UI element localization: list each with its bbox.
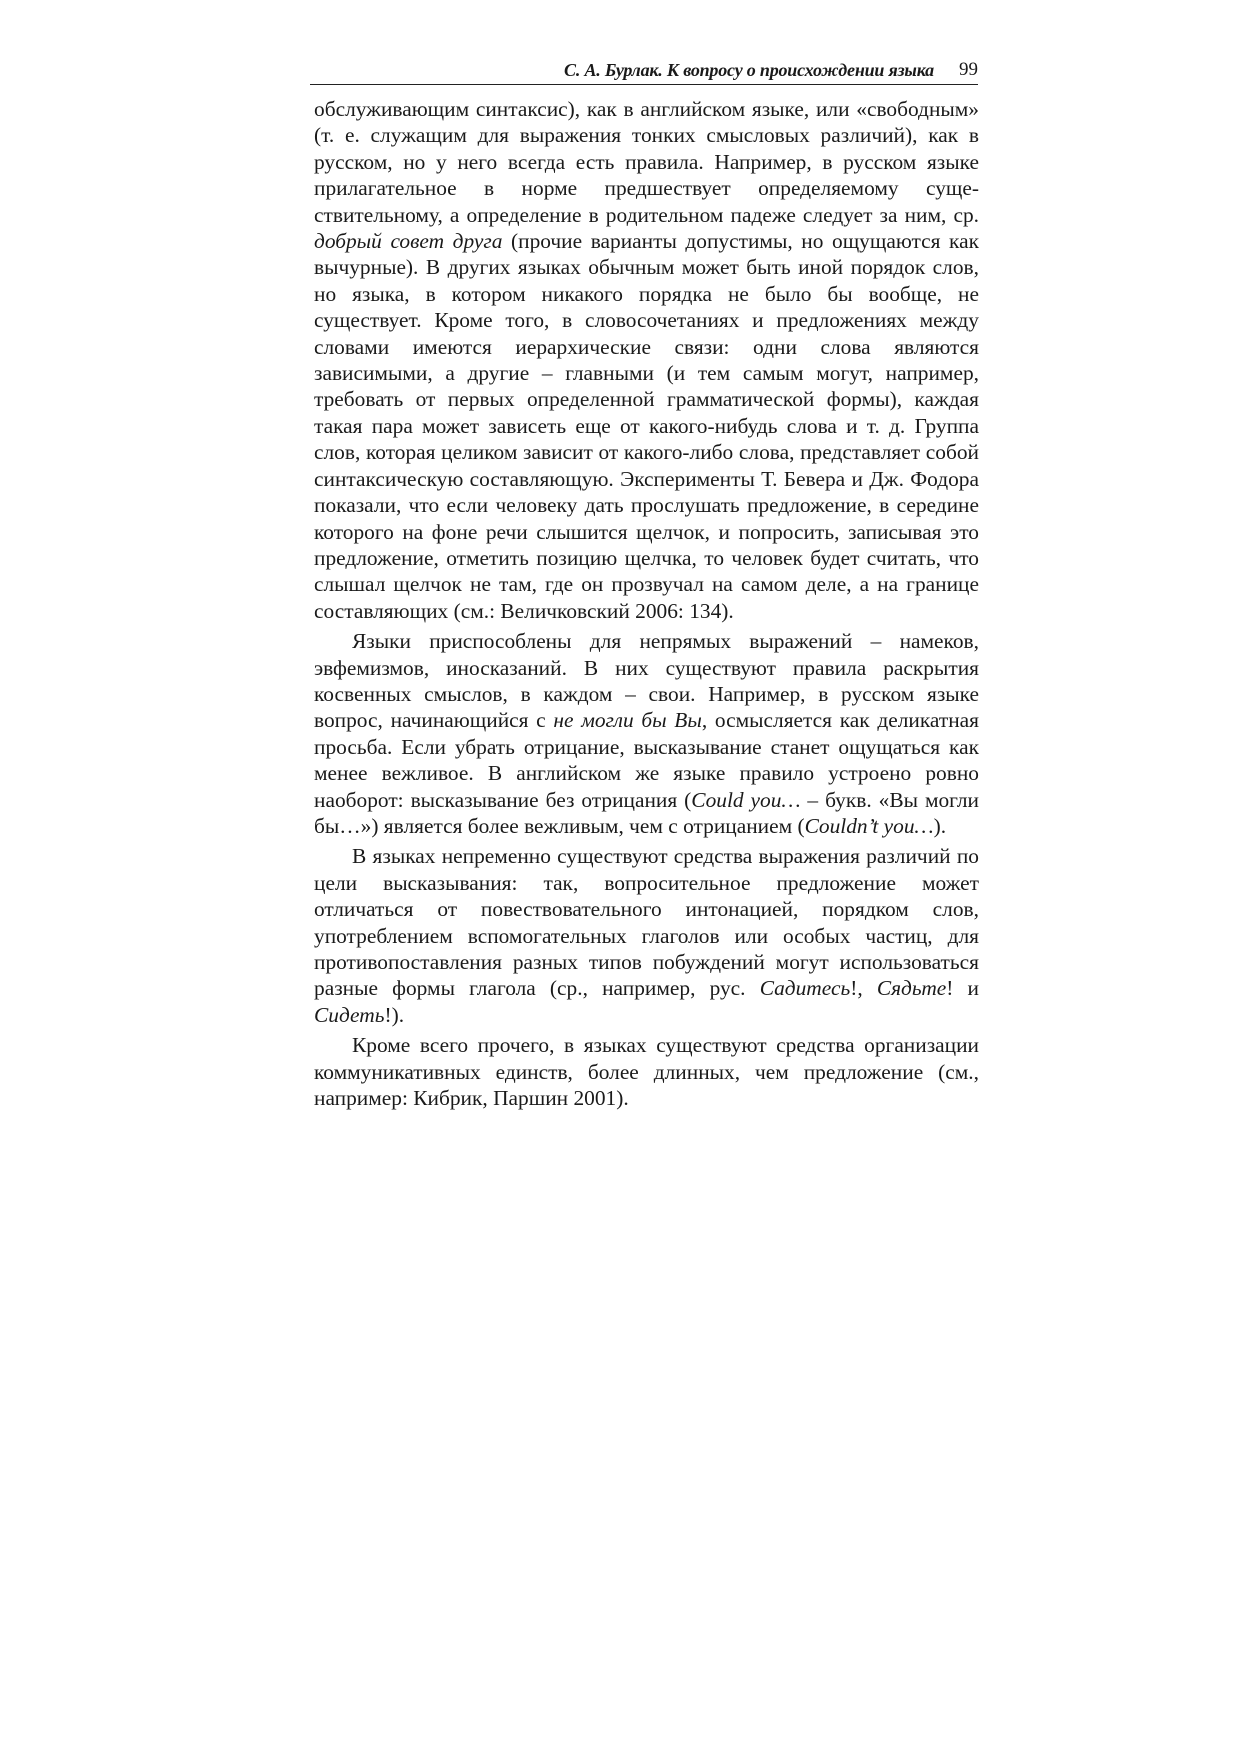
text-run: обслуживающим синтаксис), как в английском языке, или «свободным» (т. е. служащим для выражения тонких смысловых различий), как в русском, но у него всегда есть правила. Например, в русском языке прилагательное в норме предшествует определяемому существительному, а определение в родительном падеже следует за ним, ср. <box>314 97 979 227</box>
italic-example: Садитесь <box>759 976 851 1001</box>
italic-example: Couldn’t you… <box>804 813 934 838</box>
italic-example: добрый совет друга <box>314 229 503 254</box>
italic-example: Could you… <box>691 787 801 812</box>
italic-example: Сидеть <box>314 1002 385 1027</box>
text-run: Кроме всего прочего, в языках существуют средства организации коммуникативных единств, более длинных, чем предложение (см., например: Кибрик, Паршин 2001). <box>314 1033 979 1111</box>
text-run: !, <box>850 976 877 1001</box>
italic-example: не могли бы Вы <box>553 708 702 733</box>
text-run: , осмысляется как деликатная просьба. Если убрать отрицание, высказывание станет ощущаться как менее вежливое. В английском же языке правило устроено ровно наоборот: высказывание без отрицания ( <box>314 708 979 812</box>
running-head <box>310 58 978 85</box>
paragraph <box>314 96 979 624</box>
text-run: ! и <box>946 976 980 1001</box>
text-run: ). <box>933 813 947 838</box>
italic-example: Сядьте <box>876 976 947 1001</box>
paragraph <box>314 1032 979 1111</box>
text-run: Языки приспособлены для непрямых выражений – намеков, эвфемизмов, иносказаний. В них существуют правила раскрытия косвенных смыслов, в каждом – свои. Например, в русском языке вопрос, начинающийся с <box>314 629 979 733</box>
text-run: (прочие варианты допустимы, но ощущаются как вычурные). В других языках обычным может быть иной порядок слов, но языка, в котором никакого порядка не было бы вообще, не существует. Кроме того, в словосочетаниях и предложениях между словами имеются иерархические связи: одни слова являются зависимыми, а другие – главными (и тем самым могут, например, требовать от первых определенной грамматической формы), каждая такая пара может зависеть еще от какого-нибудь слова и т. д. Группа слов, которая целиком зависит от какого-либо слова, представляет собой синтаксическую составляющую. Эксперименты Т. Бевера и Дж. Фодора показали, что если человеку дать прослушать предложение, в середине которого на фоне речи слышится щелчок, и попросить, записывая это предложение, отметить позицию щелчка, то человек будет считать, что слышал щелчок не там, где он прозвучал на самом деле, а на границе составляющих (см.: Величковский 2006: 134). <box>314 229 980 623</box>
text-run: !). <box>384 1002 405 1027</box>
running-title: С. А. Бурлак. К вопросу о происхождении языка <box>564 60 934 80</box>
body-text <box>314 96 979 1111</box>
paragraph <box>314 628 979 839</box>
text-run: В языках непременно существуют средства выражения различий по цели высказывания: так, вопросительное предложение может отличаться от повествовательного интонацией, порядком слов, употреблением вспомогательных глаголов или особых частиц, для противопоставления разных типов побуждений могут использоваться разные формы глагола (ср., например, рус. <box>314 844 979 1001</box>
text-run: – букв. «Вы могли бы…») является более вежливым, чем с отрицанием ( <box>314 787 979 838</box>
paragraph <box>314 843 979 1028</box>
page-number: 99 <box>959 59 978 80</box>
